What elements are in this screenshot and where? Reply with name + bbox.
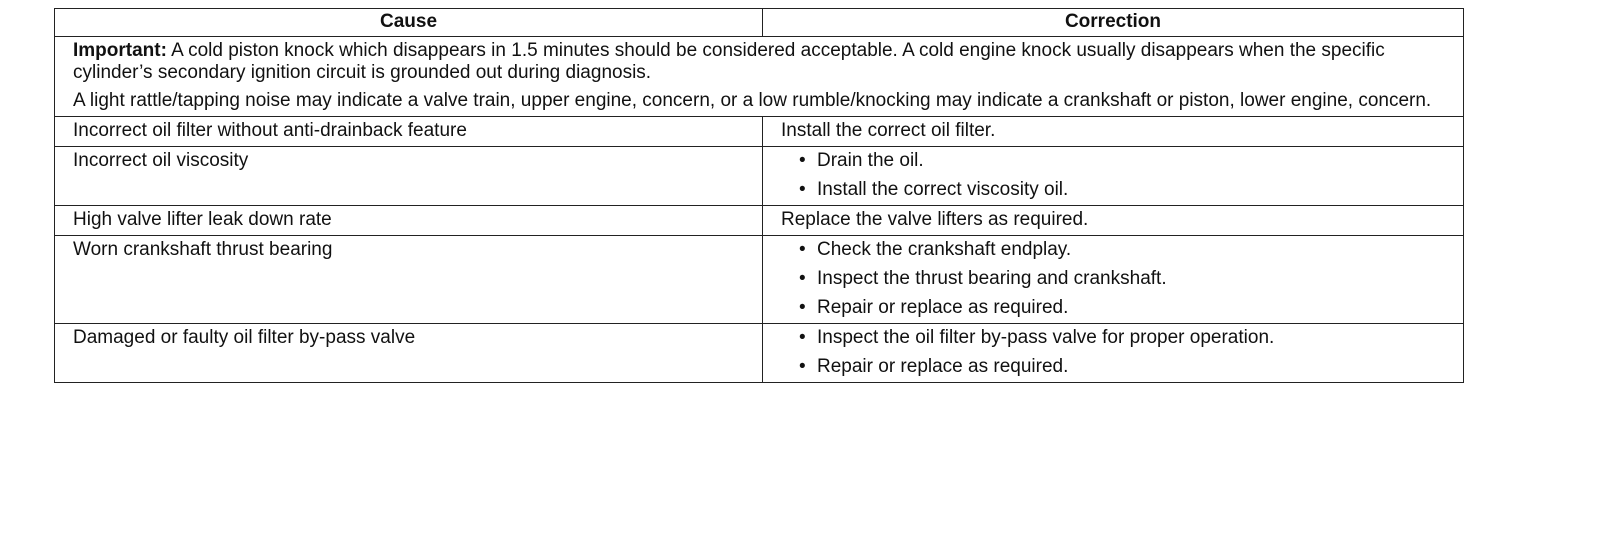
correction-step: • Drain the oil.: [797, 150, 1449, 172]
table-row: [55, 236, 1464, 324]
important-note-cell: [55, 37, 1464, 117]
correction-list: [781, 150, 1449, 201]
correction-cell: [763, 324, 1464, 383]
correction-cell: [763, 147, 1464, 206]
table-row: [55, 324, 1464, 383]
cause-cell: Incorrect oil viscosity: [55, 147, 763, 206]
correction-step: • Check the crankshaft endplay.: [797, 239, 1449, 261]
correction-cell: Install the correct oil filter.: [763, 117, 1464, 147]
cause-column-header: Cause: [55, 9, 763, 37]
table-row: [55, 206, 1464, 236]
correction-list: [781, 327, 1449, 378]
table-row: [55, 117, 1464, 147]
correction-cell: [763, 236, 1464, 324]
table-row: [55, 147, 1464, 206]
important-label: Important:: [73, 40, 167, 61]
important-paragraph-1: [73, 40, 1449, 84]
correction-list: [781, 239, 1449, 319]
table-header-row: [55, 9, 1464, 37]
important-text-2: A light rattle/tapping noise may indicate a valve train, upper engine, concern, or a low rumble/knocking may indicate a crankshaft or piston, lower engine, concern.: [73, 90, 1432, 111]
correction-column-header: Correction: [763, 9, 1464, 37]
cause-cell: Incorrect oil filter without anti-drainback feature: [55, 117, 763, 147]
correction-cell: Replace the valve lifters as required.: [763, 206, 1464, 236]
important-note-row: [55, 37, 1464, 117]
correction-step: • Inspect the oil filter by-pass valve for proper operation.: [797, 327, 1449, 349]
correction-step: • Install the correct viscosity oil.: [797, 179, 1449, 201]
correction-step: • Repair or replace as required.: [797, 356, 1449, 378]
correction-step: • Inspect the thrust bearing and crankshaft.: [797, 268, 1449, 290]
correction-step: • Repair or replace as required.: [797, 297, 1449, 319]
cause-cell: Damaged or faulty oil filter by-pass valve: [55, 324, 763, 383]
important-text-1: A cold piston knock which disappears in 1.5 minutes should be considered acceptable. A cold engine knock usually disappears when the specific cylinder’s secondary ignition circuit is grounded out during diagnosis.: [73, 40, 1385, 83]
diagnosis-table: [54, 8, 1464, 383]
cause-cell: High valve lifter leak down rate: [55, 206, 763, 236]
cause-cell: Worn crankshaft thrust bearing: [55, 236, 763, 324]
